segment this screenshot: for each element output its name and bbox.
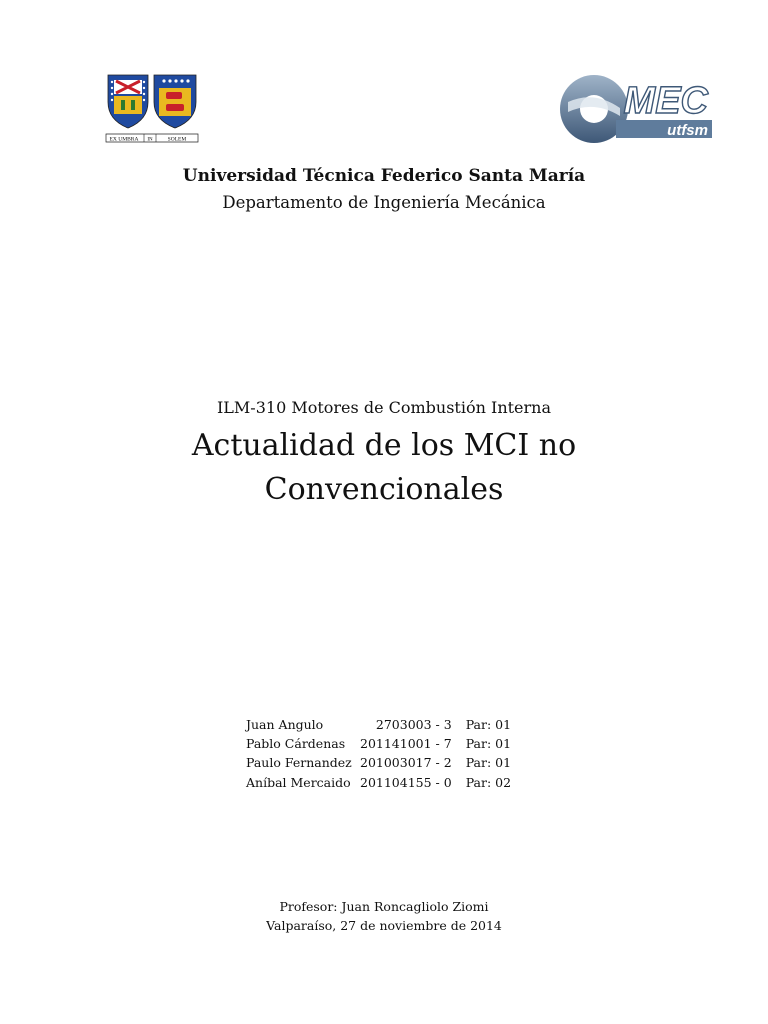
student-rol: 201003017 - 2 bbox=[360, 755, 452, 771]
mec-department-logo bbox=[558, 72, 712, 146]
student-row bbox=[244, 773, 526, 792]
student-row bbox=[244, 753, 526, 772]
university-crest-logo bbox=[104, 72, 200, 146]
student-par: Par: 01 bbox=[465, 717, 512, 732]
professor-line: Profesor: Juan Roncagliolo Ziomi bbox=[279, 899, 489, 914]
utfsm-logo-text: utfsm bbox=[667, 122, 708, 139]
document-title-line-1: Actualidad de los MCI no bbox=[191, 428, 577, 463]
students-table bbox=[244, 715, 526, 792]
department-name: Departamento de Ingeniería Mecánica bbox=[222, 193, 546, 212]
document-title-line-2: Convencionales bbox=[264, 472, 504, 507]
student-rol: 2703003 - 3 bbox=[375, 717, 452, 732]
mec-logo-text: MEC bbox=[623, 80, 708, 122]
student-par: Par: 01 bbox=[465, 736, 512, 752]
motto-middle: IN bbox=[147, 137, 153, 143]
motto-left: EX UMBRA bbox=[109, 136, 139, 143]
course-name: ILM-310 Motores de Combustión Interna bbox=[216, 398, 552, 417]
student-name: Aníbal Mercaido bbox=[246, 774, 351, 790]
university-name: Universidad Técnica Federico Santa María bbox=[182, 166, 586, 186]
student-row bbox=[244, 715, 526, 734]
place-date-line: Valparaíso, 27 de noviembre de 2014 bbox=[266, 918, 502, 933]
student-par: Par: 02 bbox=[465, 774, 512, 790]
student-rol: 201141001 - 7 bbox=[360, 736, 452, 752]
student-rol: 201104155 - 0 bbox=[360, 774, 452, 790]
student-name: Pablo Cárdenas bbox=[246, 736, 346, 752]
motto-right: SOLEM bbox=[167, 136, 187, 143]
student-name: Paulo Fernandez bbox=[246, 755, 352, 771]
student-row bbox=[244, 734, 526, 753]
student-name: Juan Angulo bbox=[246, 717, 324, 732]
student-par: Par: 01 bbox=[465, 755, 512, 771]
